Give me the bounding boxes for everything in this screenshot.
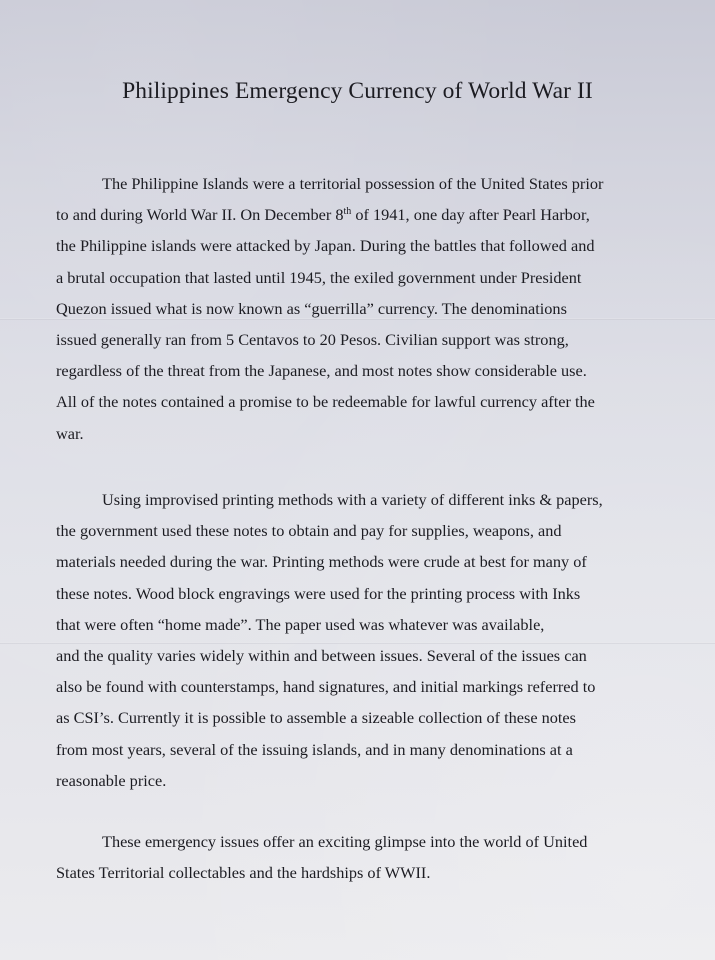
line-segment: of 1941, one day after Pearl Harbor, bbox=[355, 205, 590, 225]
paragraph-line: that were often “home made”. The paper used was whatever was available, bbox=[56, 614, 545, 634]
paragraph-line: The Philippine Islands were a territorial possession of the United States prior bbox=[102, 174, 604, 193]
date-ordinal-suffix: th bbox=[343, 206, 352, 218]
line-segment: to and during World War II. On December 8 bbox=[56, 205, 344, 225]
paragraph-line: These emergency issues offer an exciting glimpse into the world of United bbox=[102, 832, 588, 851]
paragraph-line: issued generally ran from 5 Centavos to 20 Pesos. Civilian support was strong, bbox=[56, 330, 569, 350]
paragraph-line: war. bbox=[56, 423, 84, 443]
paragraph-line: the government used these notes to obtain and pay for supplies, weapons, and bbox=[56, 521, 562, 541]
paragraph-line: regardless of the threat from the Japanese, and most notes show considerable use. bbox=[56, 361, 587, 381]
paragraph-line bbox=[56, 199, 686, 230]
paragraph-line: Quezon issued what is now known as “guerrilla” currency. The denominations bbox=[56, 298, 567, 318]
paragraph-line: States Territorial collectables and the hardships of WWII. bbox=[56, 863, 431, 883]
paragraph-line: All of the notes contained a promise to be redeemable for lawful currency after the bbox=[56, 392, 595, 412]
paragraph-line: also be found with counterstamps, hand signatures, and initial markings referred to bbox=[56, 677, 596, 697]
paragraph-line: as CSI’s. Currently it is possible to assemble a sizeable collection of these notes bbox=[56, 708, 576, 728]
paragraph-line: the Philippine islands were attacked by Japan. During the battles that followed and bbox=[56, 236, 595, 256]
paragraph-line: materials needed during the war. Printing methods were crude at best for many of bbox=[56, 552, 587, 572]
paragraph-line: these notes. Wood block engravings were used for the printing process with Inks bbox=[56, 583, 581, 603]
paragraph-line: a brutal occupation that lasted until 1945, the exiled government under President bbox=[56, 267, 582, 287]
paragraph-line: Using improvised printing methods with a variety of different inks & papers, bbox=[102, 490, 603, 509]
document-title: Philippines Emergency Currency of World War II bbox=[122, 78, 593, 104]
paragraph-line: reasonable price. bbox=[56, 770, 167, 790]
paragraph-history bbox=[56, 168, 686, 449]
paragraph-printing bbox=[56, 484, 686, 796]
paragraph-line: and the quality varies widely within and between issues. Several of the issues can bbox=[56, 646, 587, 666]
paragraph-closing bbox=[56, 826, 686, 888]
paragraph-line: from most years, several of the issuing islands, and in many denominations at a bbox=[56, 739, 573, 759]
